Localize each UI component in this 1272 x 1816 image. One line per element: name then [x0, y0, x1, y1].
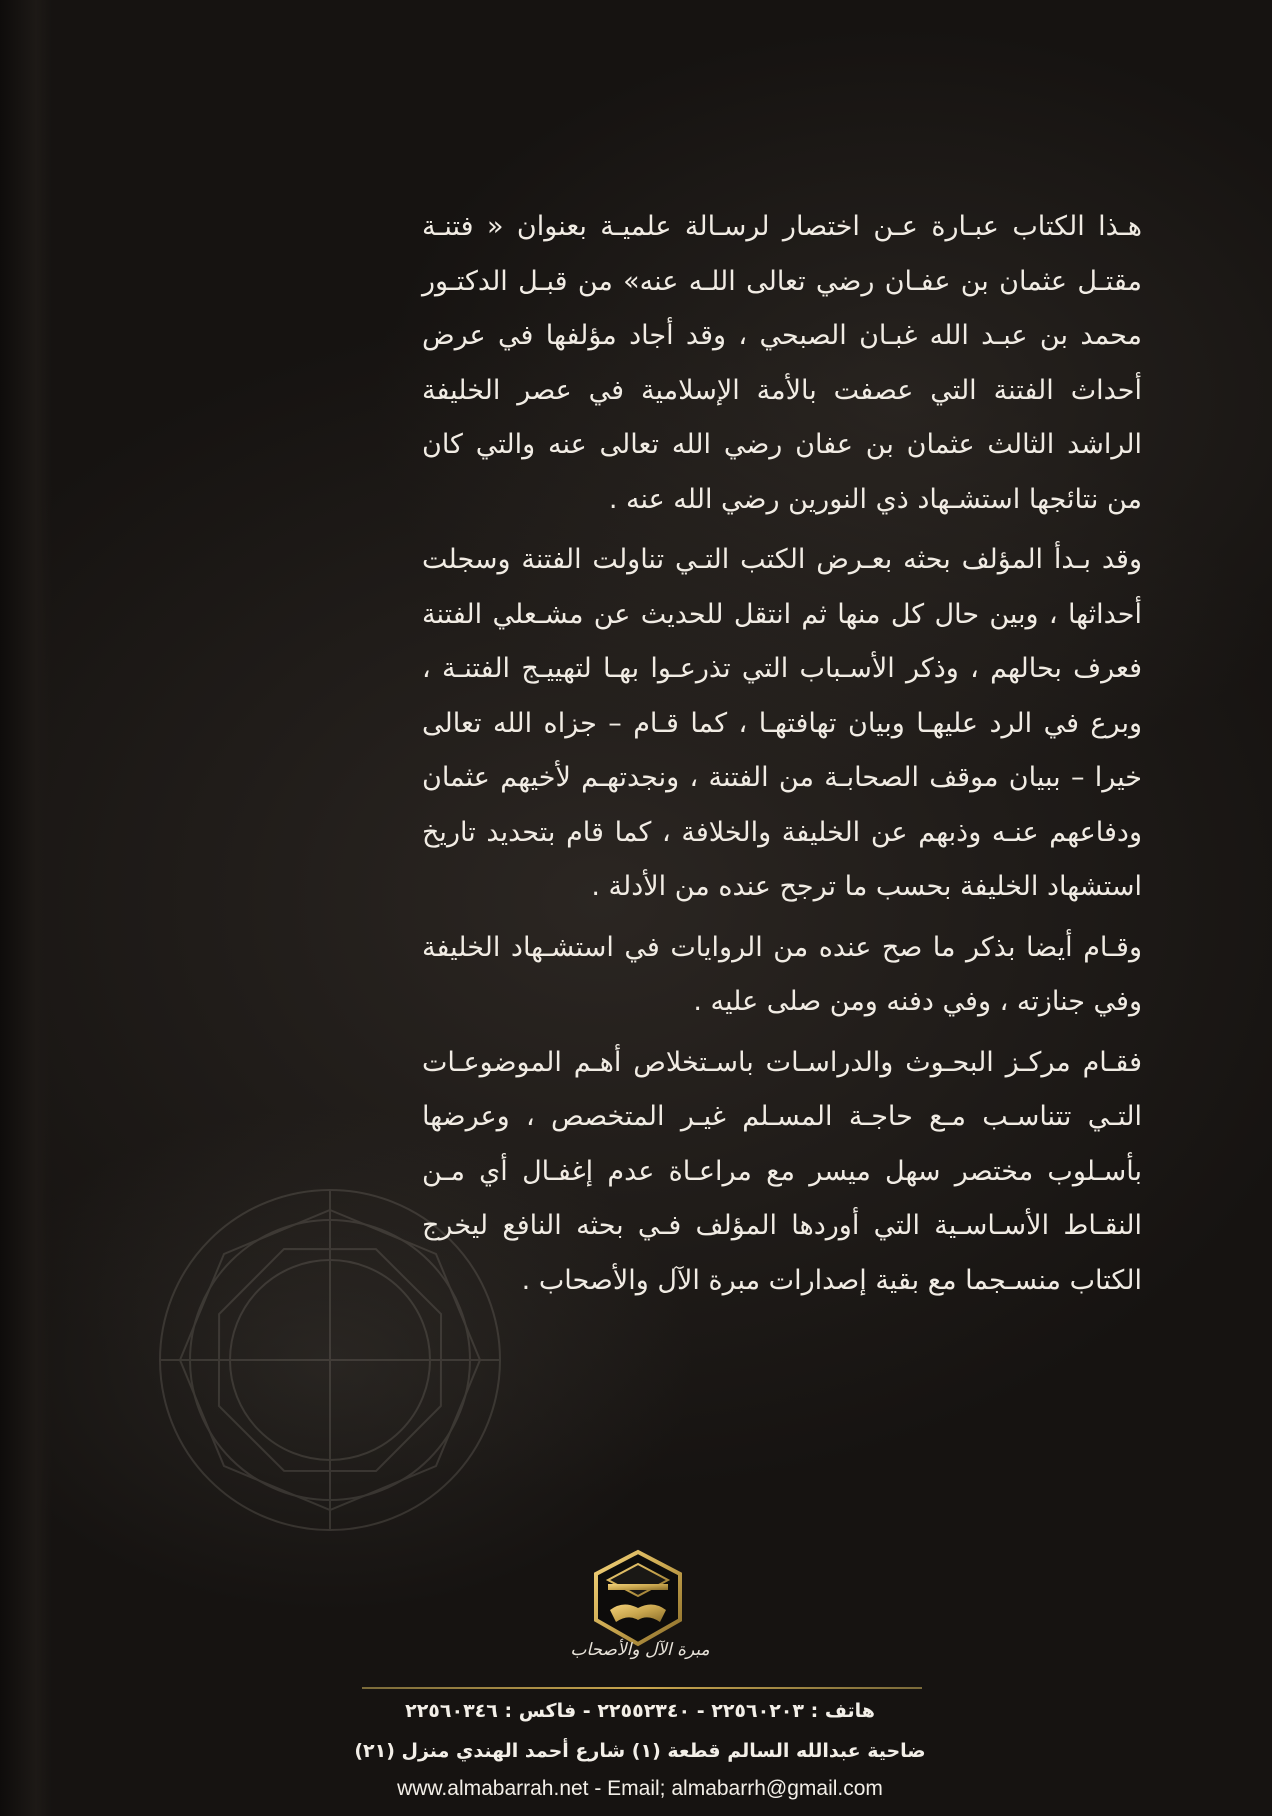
- description-paragraph-3: وقـام أيضا بذكر ما صح عنده من الروايات في استشـهاد الخليفة وفي جنازته ، وفي دفنه ومن صلى عليه .: [422, 931, 1142, 1017]
- website-email-line: www.almabarrah.net - Email; almabarrh@gmail.com: [397, 1777, 883, 1800]
- address-line: ضاحية عبدالله السالم قطعة (١) شارع أحمد الهندي منزل (٢١): [354, 1740, 926, 1762]
- description-paragraph-2: وقد بـدأ المؤلف بحثه بعـرض الكتب التـي تناولت الفتنة وسجلت أحداثها ، وبين حال كل منها ثم انتقل للحديث عن مشـعلي الفتنة فعرف بحالهم ، وذكر الأسـباب التي تذرعـوا بهـا لتهييـج الفتنـة ، وبرع في الرد عليهـا وبيان تهافتهـا ، كما قـام – جزاه الله تعالى خيرا – ببيان موقف الصحابـة من الفتنة ، ونجدتهـم لأخيهم عثمان ودفاعهم عنـه وذبهم عن الخليفة والخلافة ، كما قام بتحديد تاريخ استشهاد الخليفة بحسب ما ترجح عنده من الأدلة .: [422, 544, 1142, 902]
- description-paragraph-4: فقـام مركـز البحـوث والدراسـات باسـتخلاص أهـم الموضوعـات التـي تتناسـب مـع حاجـة المسـلم غيـر المتخصص ، وعرضها بأسـلوب مختصر سهل ميسر مع مراعـاة عدم إغفـال أي مـن النقـاط الأسـاسـية التي أوردها المؤلف فـي بحثه النافع ليخرج الكتاب منسـجما مع بقية إصدارات مبرة الآل والأصحاب .: [422, 1046, 1142, 1296]
- book-description: [422, 200, 1142, 1314]
- kaaba-handshake-icon: [588, 1548, 688, 1648]
- publisher-name: مبرة الآل والأصحاب: [570, 1640, 710, 1660]
- description-paragraph-1: هـذا الكتاب عبـارة عـن اختصار لرسـالة علميـة بعنوان « فتنـة مقتـل عثمان بن عفـان رضي تعالى اللـه عنه» من قبـل الدكتـور محمد بن عبـد الله غبـان الصبحي ، وقد أجاد مؤلفها في عرض أحداث الفتنة التي عصفت بالأمة الإسلامية في عصر الخليفة الراشد الثالث عثمان بن عفان رضي الله تعالى عنه والتي كان من نتائجها استشـهاد ذي النورين رضي الله عنه .: [422, 211, 1142, 515]
- divider-line: [362, 1687, 922, 1689]
- spine-edge: [0, 0, 52, 1816]
- phone-fax-line: هاتف : ٢٢٥٦٠٢٠٣ - ٢٢٥٥٢٣٤٠ - فاكس : ٢٢٥٦٠٣٤٦: [405, 1700, 875, 1722]
